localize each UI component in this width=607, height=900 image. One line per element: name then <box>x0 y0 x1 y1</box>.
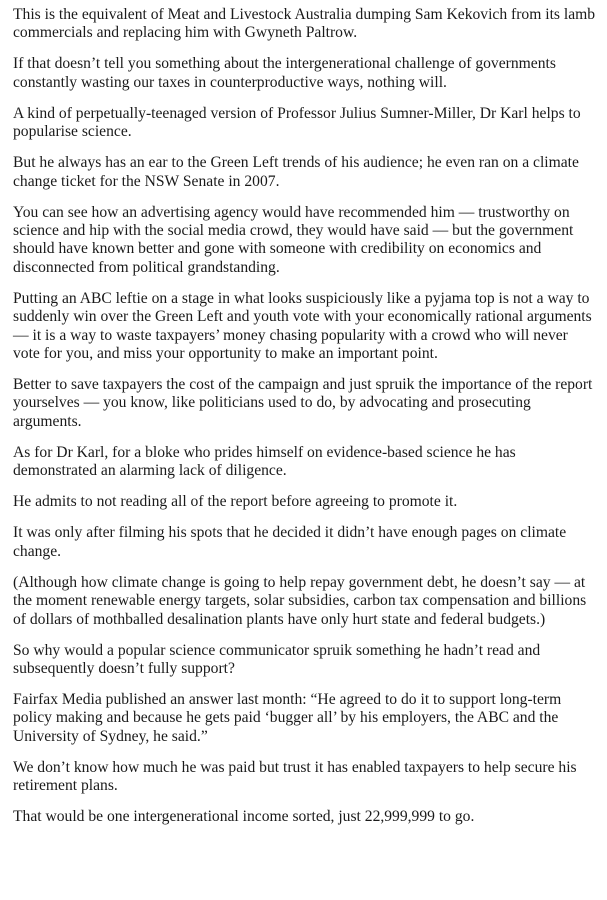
paragraph: But he always has an ear to the Green Left trends of his audience; he even ran on a climate change ticket for the NSW Senate in 2007. <box>13 154 579 190</box>
paragraph: Better to save taxpayers the cost of the campaign and just spruik the importance of the report yourselves — you know, like politicians used to do, by advocating and prosecuting arguments. <box>13 376 593 430</box>
paragraph: (Although how climate change is going to help repay government debt, he doesn’t say — at the moment renewable energy targets, solar subsidies, carbon tax compensation and billions of dollars of mothballed desalination plants have only hurt state and federal budgets.) <box>13 573 587 628</box>
paragraph: It was only after filming his spots that he decided it didn’t have enough pages on climate change. <box>13 524 567 560</box>
paragraph: Putting an ABC leftie on a stage in what looks suspiciously like a pyjama top is not a way to suddenly win over the Green Left and youth vote with your economically rational arguments — it is a way to waste taxpayers’ money chasing popularity with a crowd who will never vote for you, and miss your opportunity to make an important point. <box>13 289 592 363</box>
paragraph: We don’t know how much he was paid but trust it has enabled taxpayers to help secure his retirement plans. <box>13 758 577 795</box>
paragraph: A kind of perpetually-teenaged version of Professor Julius Sumner-Miller, Dr Karl helps to popularise science. <box>13 104 581 141</box>
paragraph: If that doesn’t tell you something about the intergenerational challenge of governments constantly wasting our taxes in counterproductive ways, nothing will. <box>13 55 556 91</box>
paragraph: Fairfax Media published an answer last month: “He agreed to do it to support long-term policy making and because he gets paid ‘bugger all’ by his employers, the ABC and the University of Sydney, he said.” <box>13 690 562 745</box>
paragraph: This is the equivalent of Meat and Livestock Australia dumping Sam Kekovich from its lamb commercials and replacing him with Gwyneth Paltrow. <box>13 6 596 42</box>
paragraph: As for Dr Karl, for a bloke who prides himself on evidence-based science he has demonstrated an alarming lack of diligence. <box>13 443 516 480</box>
paragraph: That would be one intergenerational income sorted, just 22,999,999 to go. <box>13 808 475 826</box>
paragraph: He admits to not reading all of the report before agreeing to promote it. <box>13 493 458 511</box>
paragraph: You can see how an advertising agency would have recommended him — trustworthy on science and hip with the social media crowd, they would have said — but the government should have known better and gone with someone with credibility on economics and disconnected from political grandstanding. <box>13 203 574 276</box>
paragraph: So why would a popular science communicator spruik something he hadn’t read and subsequently doesn’t fully support? <box>13 641 541 677</box>
